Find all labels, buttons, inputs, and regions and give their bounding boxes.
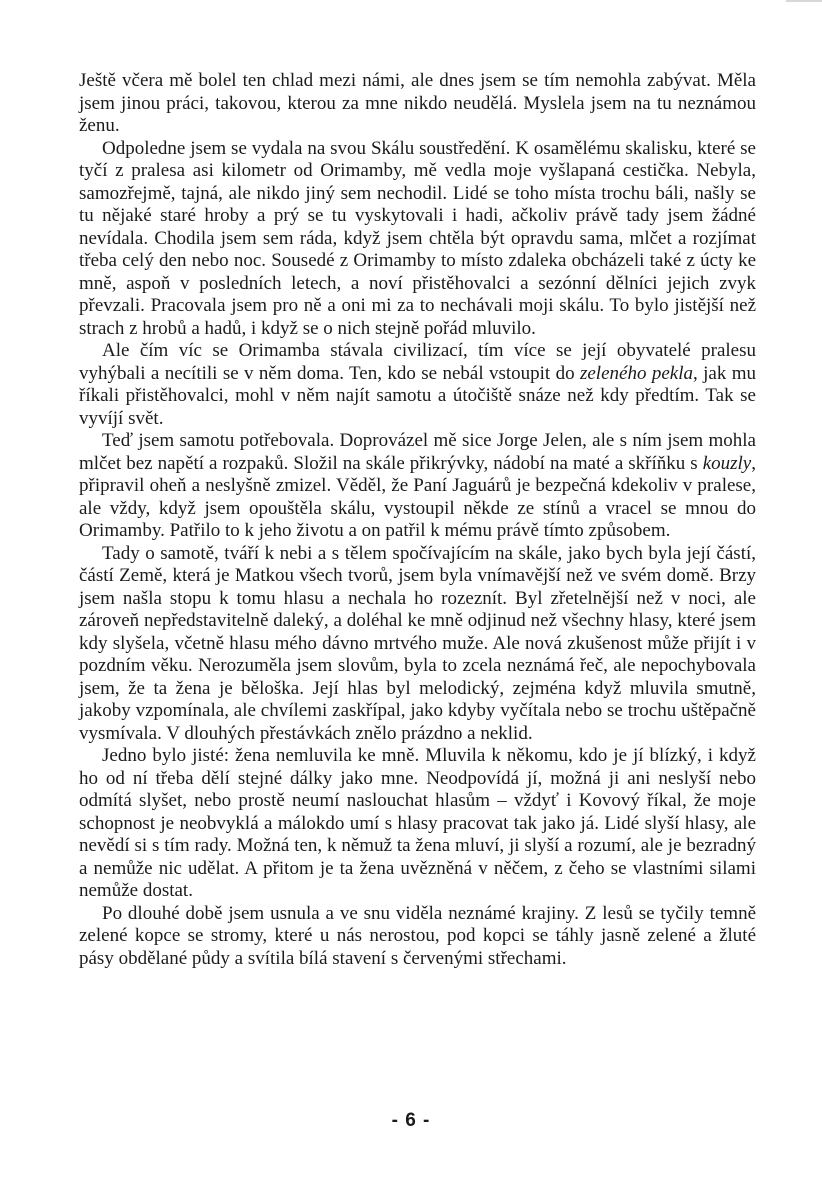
paragraph-6: Jedno bylo jisté: žena nemluvila ke mně. Mluvila k někomu, kdo je jí blízký, i když ho od ní třeba dělí stejné dálky jako mne. Neodpovídá jí, možná ji ani neslyší nebo odmítá slyšet, nebo prostě neumí naslouchat hlasům – vždyť i Kovový říkal, že moje schopnost je neobvyklá a málokdo umí s hlasy pracovat tak jako já. Lidé slyší hlasy, ale nevědí si s tím rady. Možná ten, k němuž ta žena mluví, ji slyší a rozumí, ale je bezradný a nemůže nic udělat. A přitom je ta žena uvězněná v něčem, z čeho se vlastními silami nemůže dostat. [79, 745, 756, 901]
paragraph-4: Teď jsem samotu potřebovala. Doprovázel mě sice Jorge Jelen, ale s ním jsem mohla mlčet bez napětí a rozpaků. Složil na skále přikrývky, nádobí na maté a skříňku s kouzly, připravil oheň a neslyšně zmizel. Věděl, že Paní Jaguárů je bezpečná kdekoliv v pralese, ale vždy, když jsem opouštěla skálu, vystoupil někde ze stínů a vracel se mnou do Orimamby. Patřilo to k jeho životu a on patřil k mému právě tímto způsobem. [79, 430, 756, 541]
page-number: - 6 - [391, 1110, 431, 1131]
page-edge-mark [786, 0, 822, 2]
emphasis: kouzly [702, 452, 752, 474]
paragraph-2: Odpoledne jsem se vydala na svou Skálu soustředění. K osamělému skalisku, které se tyčí z pralesa asi kilometr od Orimamby, mě vedla moje vyšlapaná cestička. Nebyla, samozřejmě, tajná, ale nikdo jiný sem nechodil. Lidé se toho místa trochu báli, našly se tu nějaké staré hroby a prý se tu vyskytovali i hadi, ačkoliv právě tady jsem žádné nevídala. Chodila jsem sem ráda, když jsem chtěla být opravdu sama, mlčet a rozjímat třeba celý den nebo noc. Sousedé z Orimamby to místo zdaleka obcházeli také z úcty ke mně, aspoň v posledních letech, a noví přistěhovalci a sezónní dělníci jejich zvyk převzali. Pracovala jsem pro ně a oni mi za to nechávali moji skálu. To bylo jistější než strach z hrobů a hadů, i když se o nich stejně pořád mluvilo. [79, 137, 756, 339]
paragraph-3: Ale čím víc se Orimamba stávala civilizací, tím více se její obyvatelé pralesu vyhýbali a necítili se v něm doma. Ten, kdo se nebál vstoupit do zeleného pekla, jak mu říkali přistěhovalci, mohl v něm najít samotu a útočiště snáze než kdy předtím. Tak se vyvíjí svět. [79, 340, 756, 429]
body-text [79, 70, 756, 970]
paragraph-7: Po dlouhé době jsem usnula a ve snu viděla neznámé krajiny. Z lesů se tyčily temně zelené kopce se stromy, které u nás nerostou, pod kopci se táhly jasně zelené a žluté pásy obdělané půdy a svítila bílá stavení s červenými střechami. [79, 902, 756, 969]
emphasis: zeleného pekla [579, 362, 693, 384]
paragraph-1: Ještě včera mě bolel ten chlad mezi námi, ale dnes jsem se tím nemohla zabývat. Měla jsem jinou práci, takovou, kterou za mne nikdo neudělá. Myslela jsem na tu neznámou ženu. [79, 70, 756, 136]
paragraph-5: Tady o samotě, tváří k nebi a s tělem spočívajícím na skále, jako bych byla její částí, částí Země, která je Matkou všech tvorů, jsem byla vnímavější než ve svém domě. Brzy jsem našla stopu k tomu hlasu a nechala ho rozeznít. Byl zřetelnější než v noci, ale zároveň nepředstavitelně daleký, a doléhal ke mně odjinud než všechny hlasy, které jsem kdy slyšela, včetně hlasu mého dávno mrtvého muže. Ale nová zkušenost může přijít i v pozdním věku. Nerozuměla jsem slovům, byla to zcela neznámá řeč, ale nepochybovala jsem, že ta žena je běloška. Její hlas byl melodický, zejména když mluvila smutně, jakoby vzpomínala, ale chvílemi zaskřípal, jako kdyby vyčítala nebo se trochu uštěpačně vysmívala. V dlouhých přestávkách znělo prázdno a neklid. [79, 542, 756, 744]
